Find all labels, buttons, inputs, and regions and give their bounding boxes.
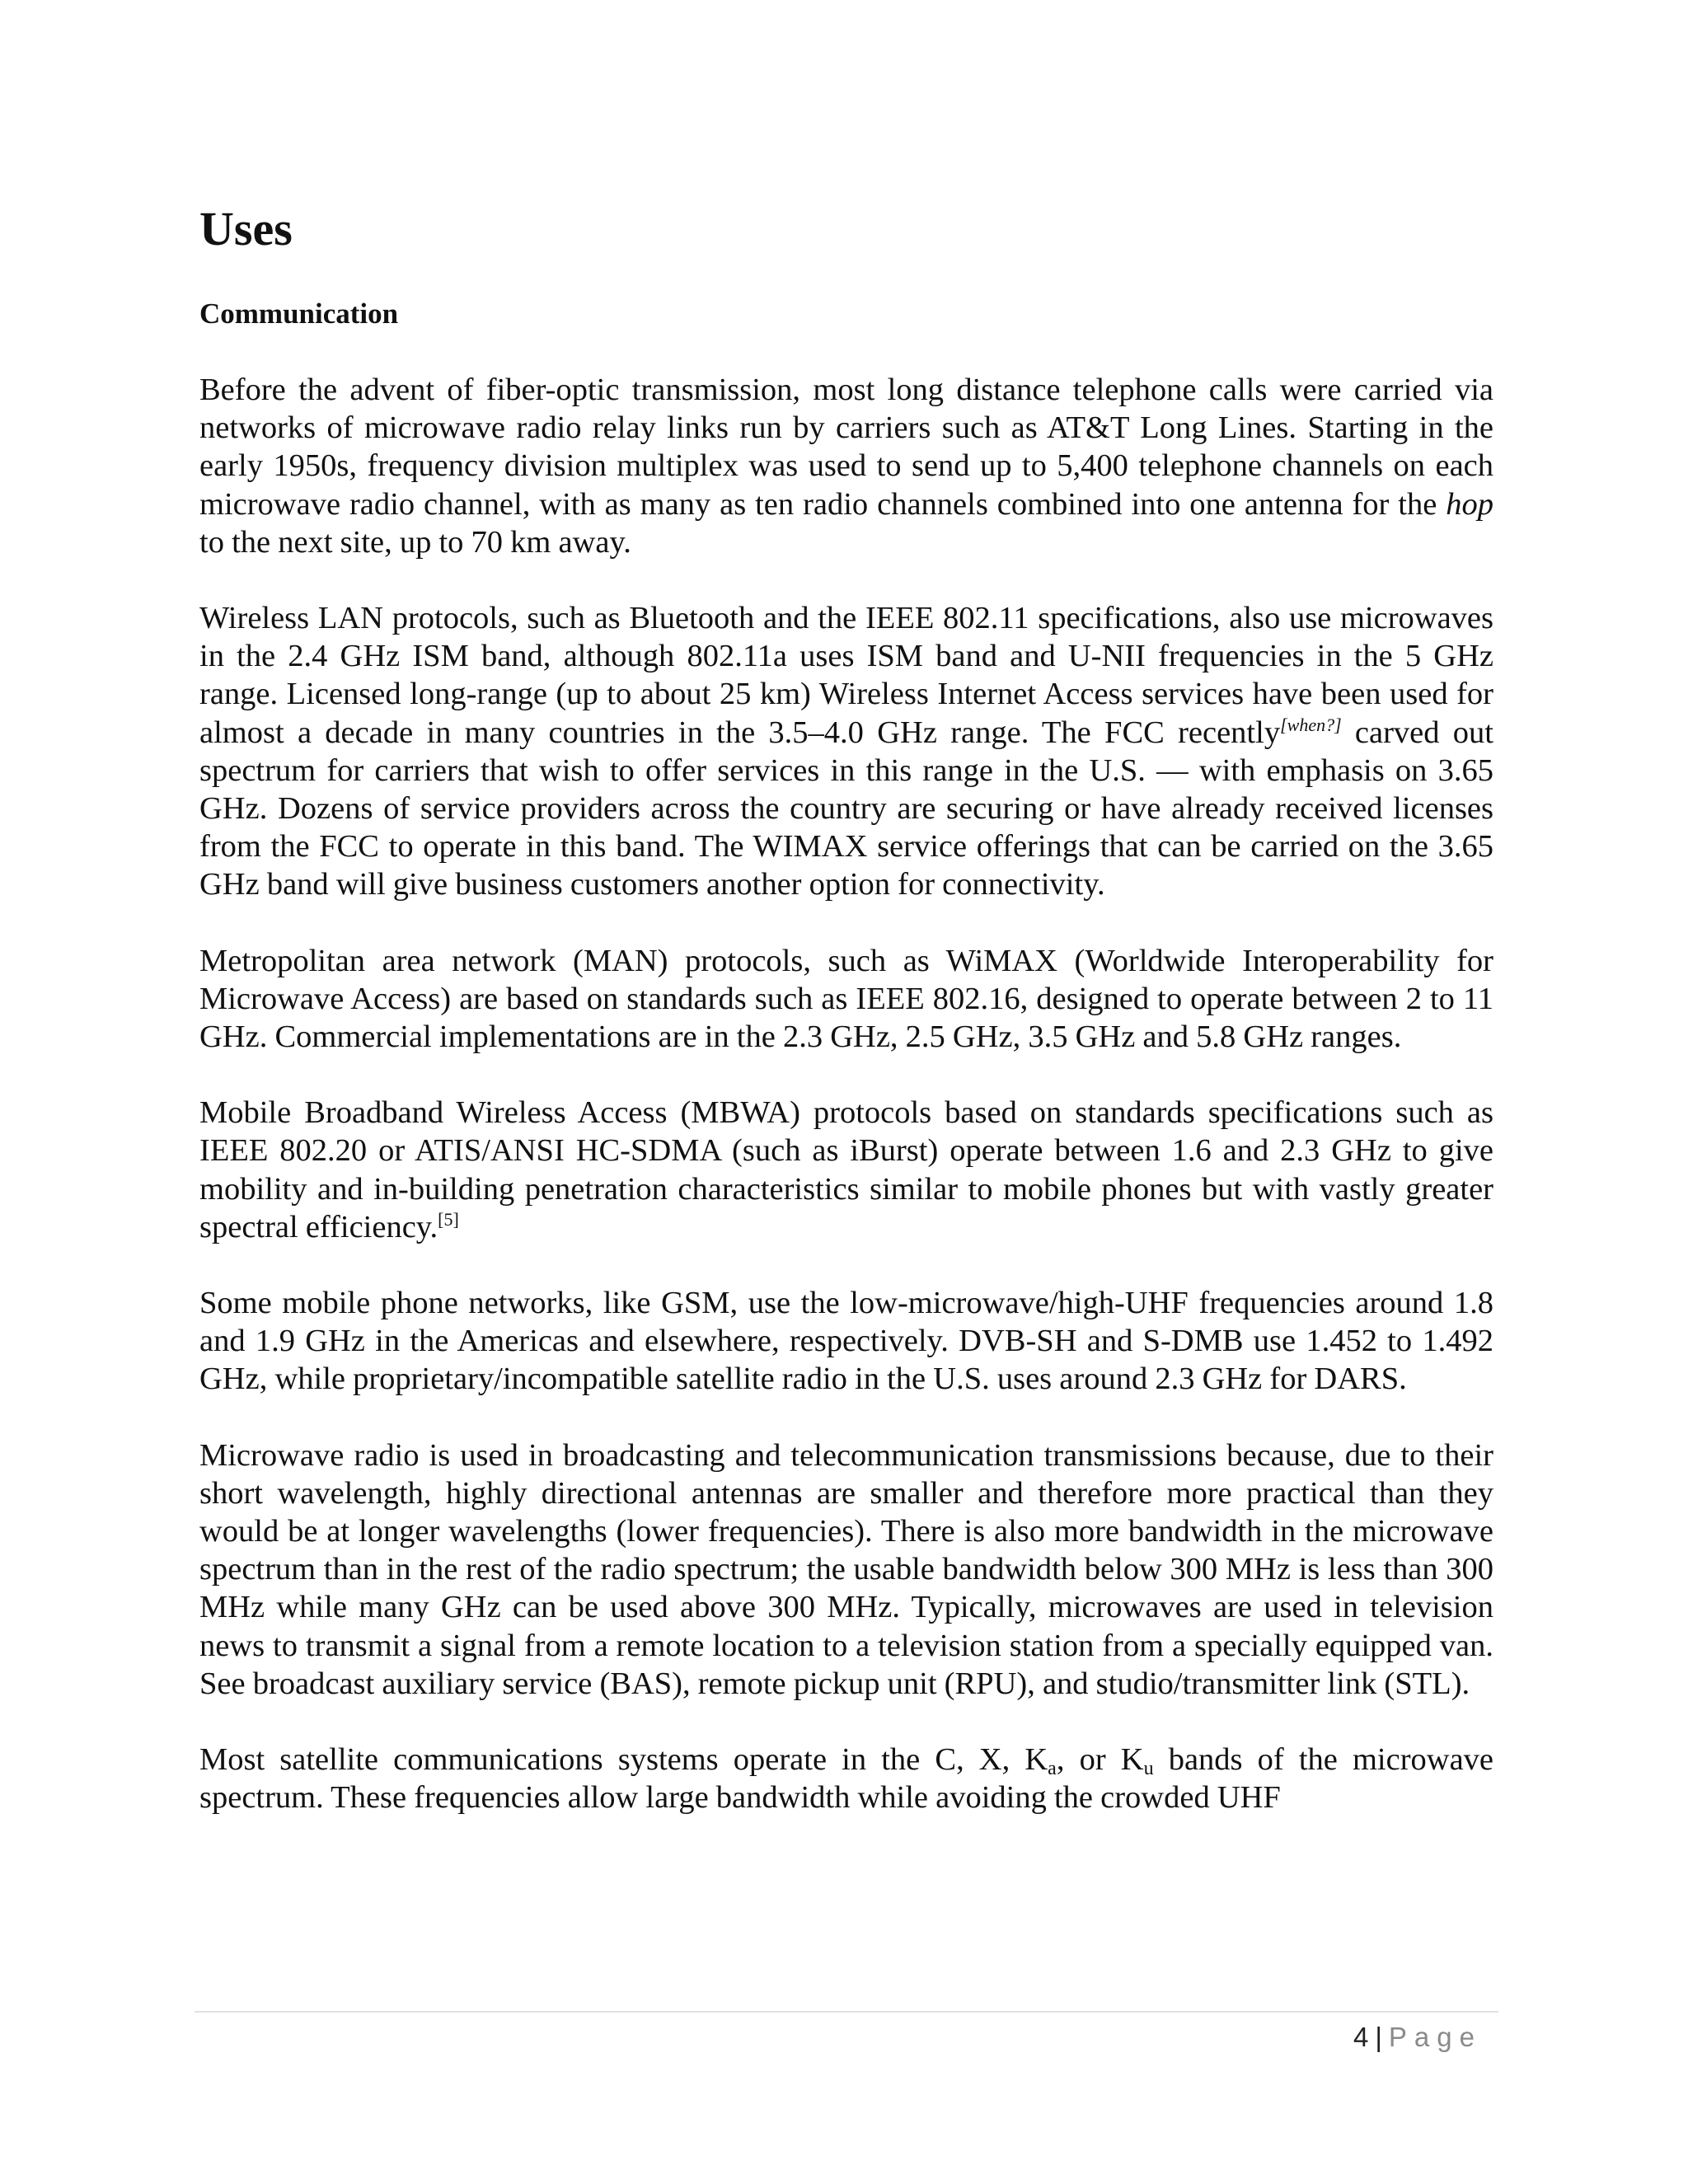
page-footer [1353,2019,1482,2055]
paragraph-satellite [199,1741,1493,1816]
subscript-u: u [1143,1758,1154,1780]
paragraph-text: Most satellite communications systems operate in the C, X, K [199,1742,1048,1778]
paragraph-text: Wireless LAN protocols, such as Bluetooth and the IEEE 802.11 specifications, also use microwaves in the 2.4 GHz ISM band, although 802.11a uses ISM band and U-NII frequencies in the 5 GHz range. Licensed long-range (up to about 25 km) Wireless Internet Access services have been used for almost a decade in many countries in the 3.5–4.0 GHz range. The FCC recently [199,601,1493,750]
footer-divider [195,2011,1498,2013]
page-content [199,196,1493,1855]
subsection-heading: Communication [199,298,399,330]
paragraph-microwave-relay [199,371,1493,561]
paragraph-text: to the next site, up to 70 km away. [199,524,631,560]
paragraph-text: , or K [1056,1742,1144,1778]
paragraph-mobile-networks: Some mobile phone networks, like GSM, use the low-microwave/high-UHF frequencies around 1.8 and 1.9 GHz in the Americas and elsewhere, respectively. DVB-SH and S-DMB use 1.452 to 1.492 GHz, while proprietary/incompatible satellite radio in the U.S. uses around 2.3 GHz for DARS. [199,1286,1493,1397]
section-heading: Uses [199,202,293,255]
paragraph-text: Before the advent of fiber-optic transmission, most long distance telephone calls were carried via networks of microwave radio relay links run by carriers such as AT&T Long Lines. Starting in the early 1950s, frequency division multiplex was used to send up to 5,400 telephone channels on each microwave radio channel, with as many as ten radio channels combined into one antenna for the [199,373,1493,522]
footer-separator: | [1375,2022,1382,2052]
paragraph-text: carved out spectrum for carriers that wish to offer services in this range in the U.S. — with emphasis on 3.65 GHz. Dozens of service providers across the country are securing or have already received licenses from the FCC to operate in this band. The WIMAX service offerings that can be carried on the 3.65 GHz band will give business customers another option for connectivity. [199,715,1493,902]
reference-superscript: [5] [438,1208,459,1230]
paragraph-microwave-radio: Microwave radio is used in broadcasting and telecommunication transmissions because, due to their short wavelength, highly directional antennas are smaller and therefore more practical than they would be at longer wavelengths (lower frequencies). There is also more bandwidth in the microwave spectrum than in the rest of the radio spectrum; the usable bandwidth below 300 MHz is less than 300 MHz while many GHz can be used above 300 MHz. Typically, microwaves are used in television news to transmit a signal from a remote location to a television station from a specially equipped van. See broadcast auxiliary service (BAS), remote pickup unit (RPU), and studio/transmitter link (STL). [199,1437,1493,1701]
paragraph-text: bands of the microwave spectrum. These frequencies allow large bandwidth while avoiding the crowded UHF [199,1742,1494,1816]
page-label: Page [1388,2022,1482,2052]
paragraph-mbwa [199,1094,1493,1246]
paragraph-man-protocols: Metropolitan area network (MAN) protocols, such as WiMAX (Worldwide Interoperability for Microwave Access) are based on standards such as IEEE 802.16, designed to operate between 2 to 11 GHz. Commercial implementations are in the 2.3 GHz, 2.5 GHz, 3.5 GHz and 5.8 GHz ranges. [199,943,1493,1055]
paragraph-wireless-lan [199,599,1493,904]
paragraph-text: Mobile Broadband Wireless Access (MBWA) protocols based on standards specifications such as IEEE 802.20 or ATIS/ANSI HC-SDMA (such as iBurst) operate between 1.6 and 2.3 GHz to give mobility and in-building penetration characteristics similar to mobile phones but with vastly greater spectral efficiency. [199,1095,1493,1244]
citation-needed-note: [when?] [1280,714,1342,735]
subscript-a: a [1048,1758,1057,1780]
page-number: 4 [1353,2022,1369,2052]
emphasis-text: hop [1446,486,1493,522]
